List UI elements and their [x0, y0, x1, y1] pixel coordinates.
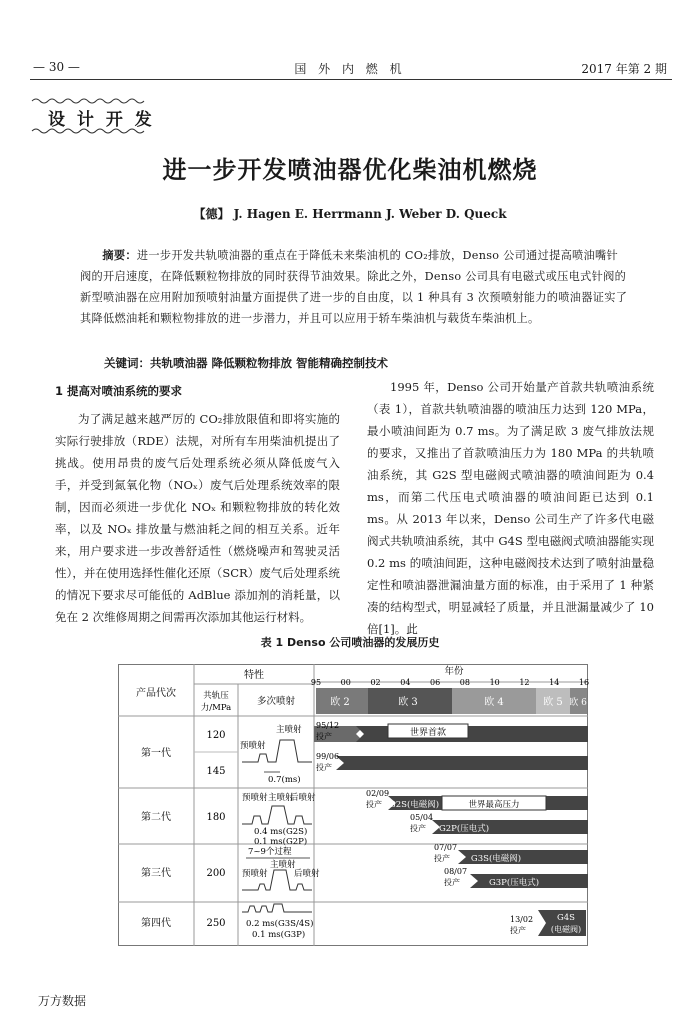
tl-max-pressure: 世界最高压力	[468, 800, 520, 810]
authors: 【德】 J. Hagen E. Herrmann J. Weber D. Queck	[193, 207, 507, 221]
year-tick: 16	[578, 678, 590, 687]
euro-6-label: 欧 6	[569, 698, 587, 708]
tl-99-06-action: 投产	[316, 763, 332, 772]
gen-1: 第一代	[141, 748, 171, 759]
pressure-250: 250	[206, 918, 226, 929]
tl-13-02-date: 13/02	[510, 915, 534, 924]
pressure-120: 120	[206, 730, 226, 741]
year-tick: 08	[459, 678, 470, 687]
tl-world-first: 世界首款	[409, 728, 447, 738]
tl-g4s-b: (电磁阀)	[550, 925, 582, 934]
abstract-label: 摘要：	[102, 249, 137, 262]
diag2-interval1: 0.4 ms(G2S)	[254, 827, 308, 837]
header-gen: 产品代次	[136, 688, 176, 699]
keywords: 关键词：共轨喷油器 降低颗粒物排放 智能精确控制技术	[104, 356, 389, 370]
diag2-interval2: 0.1 ms(G2P)	[254, 837, 308, 847]
header-multi: 多次喷射	[256, 696, 296, 707]
diag3-main: 主喷射	[270, 860, 296, 870]
tl-07-07-date: 07/07	[434, 843, 458, 852]
tl-08-07-date: 08/07	[444, 867, 468, 876]
year-tick: 95	[310, 678, 322, 687]
gen-2: 第二代	[141, 812, 171, 823]
tl-99-06-date: 99/06	[316, 752, 340, 761]
article-title: 进一步开发喷油器优化柴油机燃烧	[162, 156, 538, 184]
year-tick: 06	[430, 678, 441, 687]
section-tag-decoration	[30, 97, 145, 137]
tl-13-02-action: 投产	[510, 926, 526, 935]
gen-3: 第三代	[141, 868, 171, 879]
section-1-heading: 1 提高对喷油系统的要求	[55, 384, 183, 398]
issue-label: 2017 年第 2 期	[581, 62, 667, 76]
section-tag: 设 计 开 发	[48, 110, 155, 130]
year-tick: 14	[549, 678, 560, 687]
pressure-145: 145	[206, 766, 226, 777]
header-pressure-b: 力/MPa	[200, 703, 232, 713]
diag1-pre: 预喷射	[240, 741, 266, 751]
tl-05-04-action: 投产	[410, 824, 426, 833]
diag4-interval2: 0.1 ms(G3P)	[252, 930, 306, 940]
year-tick: 12	[519, 678, 530, 687]
tl-02-09-action: 投产	[366, 800, 382, 809]
diag1-interval: 0.7(ms)	[268, 775, 301, 785]
euro-2-label: 欧 2	[330, 697, 350, 708]
abstract-text: 进一步开发共轨喷油器的重点在于降低未来柴油机的 CO₂排放，Denso 公司通过提高喷油嘴针阀的开启速度，在降低颗粒物排放的同时获得节油效果。除此之外，Denso 公司具有电磁式或压电式针阀的新型喷油器在应用附加预喷射油量方面提供了进一步的自由度，以 1 种具有 3 次预喷射能力的喷油器证实了其降低燃油耗和颗粒物排放的进一步潜力，并且可以应用于轿车柴油机与载货车柴油机上。	[80, 249, 628, 325]
year-tick: 02	[370, 678, 381, 687]
page-number: — 30 —	[33, 60, 80, 74]
diag2-main: 主喷射	[268, 793, 294, 803]
diag3-post: 后喷射	[294, 869, 320, 879]
table-caption: 表 1 Denso 公司喷油器的发展历史	[260, 636, 440, 649]
euro-4-label: 欧 4	[484, 697, 504, 708]
tl-g4s-a: G4S	[556, 913, 576, 923]
diag1-main: 主喷射	[276, 725, 302, 735]
diag2-post: 后喷射	[290, 793, 316, 803]
header-year: 年份	[444, 666, 464, 677]
diag3-note: 7~9个过程	[248, 847, 292, 857]
tl-08-07-action: 投产	[444, 878, 460, 887]
abstract	[80, 245, 628, 329]
diag4-interval1: 0.2 ms(G3S/4S)	[246, 919, 314, 929]
tl-g2p: G2P(压电式)	[438, 824, 490, 834]
header-rule	[30, 79, 672, 80]
tl-g3s: G3S(电磁阀)	[470, 854, 522, 864]
tl-g3p: G3P(压电式)	[488, 878, 540, 888]
right-column-text: 1995 年，Denso 公司开始量产首款共轨喷油系统（表 1），首款共轨喷油器的喷油压力达到 120 MPa，最小喷油间距为 0.7 ms。为了满足欧 3 废气排放法规的要求，又推出了首款喷油压力为 180 MPa 的共轨喷油系统，其 G2S 型电磁阀式喷油器的喷油间距为 0.4 ms，而第二代压电式喷油器的喷油间距已达到 0.1 ms。从 2013 年以来，Denso 公司生产了许多代电磁阀式共轨喷油系统，其中 G4S 型电磁阀式喷油器能实现 0.2 ms 的喷油间距，这种电磁阀技术达到了喷射油量稳定性和喷油器泄漏油量方面的标准，由于采用了 1 种紧凑的结构型式，明显减轻了质量，并且泄漏量减少了 10 倍[1]。此	[367, 380, 654, 636]
watermark-footer: 万方数据	[38, 994, 87, 1008]
year-tick: 00	[340, 678, 351, 687]
journal-name: 国 外 内 燃 机	[294, 62, 406, 76]
year-tick: 04	[400, 678, 411, 687]
year-tick: 10	[489, 678, 500, 687]
pressure-180: 180	[206, 812, 226, 823]
diag2-pre: 预喷射	[242, 793, 268, 803]
tl-07-07-action: 投产	[434, 854, 450, 863]
injector-history-table	[118, 664, 588, 946]
diag3-pre: 预喷射	[242, 869, 268, 879]
tl-g2s: G2S(电磁阀)	[388, 800, 440, 810]
header-pressure-a: 共轨压	[203, 691, 229, 701]
euro-3-label: 欧 3	[398, 697, 418, 708]
tl-95-12-date: 95/12	[316, 721, 340, 730]
header-spec: 特性	[244, 670, 264, 681]
euro-5-label: 欧 5	[543, 697, 563, 708]
tl-02-09-date: 02/09	[366, 789, 390, 798]
tl-95-12-action: 投产	[316, 732, 332, 741]
tl-05-04-date: 05/04	[410, 813, 434, 822]
left-column-text: 为了满足越来越严厉的 CO₂排放限值和即将实施的实际行驶排放（RDE）法规，对所有车用柴油机提出了挑战。使用昂贵的废气后处理系统必须从降低废气入手，并受到氮氧化物（NOₓ）废气后处理系统效率的限制，因而必须进一步优化 NOₓ 和颗粒物排放的转化效率，以及 NOₓ 排放量与燃油耗之间的相互关系。近年来，用户要求进一步改善舒适性（燃烧噪声和驾驶灵活性），并在使用选择性催化还原（SCR）废气后处理系统的情况下要求尽可能低的 AdBlue 添加剂的消耗量，以免在 2 次维修周期之间需再次添加其他运行材料。	[55, 412, 340, 624]
gen-4: 第四代	[141, 918, 171, 929]
pressure-200: 200	[206, 868, 226, 879]
